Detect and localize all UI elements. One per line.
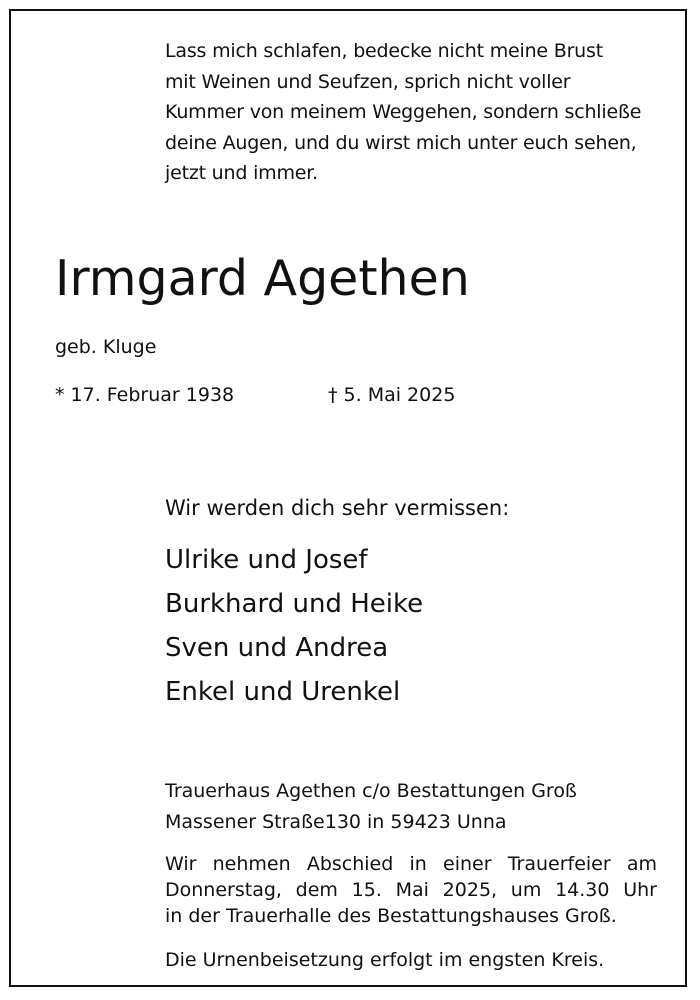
poem-line: mit Weinen und Seufzen, sprich nicht voller: [165, 70, 571, 93]
ceremony-line: Donnerstag, dem 15. Mai 2025, um 14.30 Uhr: [165, 879, 657, 901]
address-line: Massener Straße130 in 59423 Unna: [165, 811, 507, 833]
ceremony-info: [165, 851, 657, 929]
mourner-entry: Ulrike und Josef: [165, 545, 368, 575]
mourner-entry: Sven und Andrea: [165, 633, 389, 663]
mourning-address: [165, 776, 577, 838]
mourners-intro: Wir werden dich sehr vermissen:: [165, 496, 510, 520]
birth-date: * 17. Februar 1938: [55, 384, 235, 406]
poem: [165, 36, 675, 189]
poem-line: jetzt und immer.: [165, 162, 318, 184]
ceremony-line: in der Trauerhalle des Bestattungshauses Groß.: [165, 905, 617, 927]
deceased-name: Irmgard Agethen: [55, 250, 470, 307]
address-line: Trauerhaus Agethen c/o Bestattungen Groß: [165, 780, 577, 802]
mourners-list: [165, 538, 423, 714]
maiden-name: geb. Kluge: [55, 336, 157, 358]
mourner-entry: Burkhard und Heike: [165, 589, 424, 619]
poem-line: deine Augen, und du wirst mich unter euch sehen,: [165, 131, 637, 154]
mourner-entry: Enkel und Urenkel: [165, 677, 401, 707]
urn-burial-note: Die Urnenbeisetzung erfolgt im engsten Kreis.: [165, 949, 605, 971]
death-date: † 5. Mai 2025: [328, 384, 456, 406]
poem-line: Lass mich schlafen, bedecke nicht meine Brust: [165, 40, 603, 62]
ceremony-line: Wir nehmen Abschied in einer Trauerfeier am: [165, 853, 657, 875]
poem-line: Kummer von meinem Weggehen, sondern schließe: [165, 101, 642, 123]
